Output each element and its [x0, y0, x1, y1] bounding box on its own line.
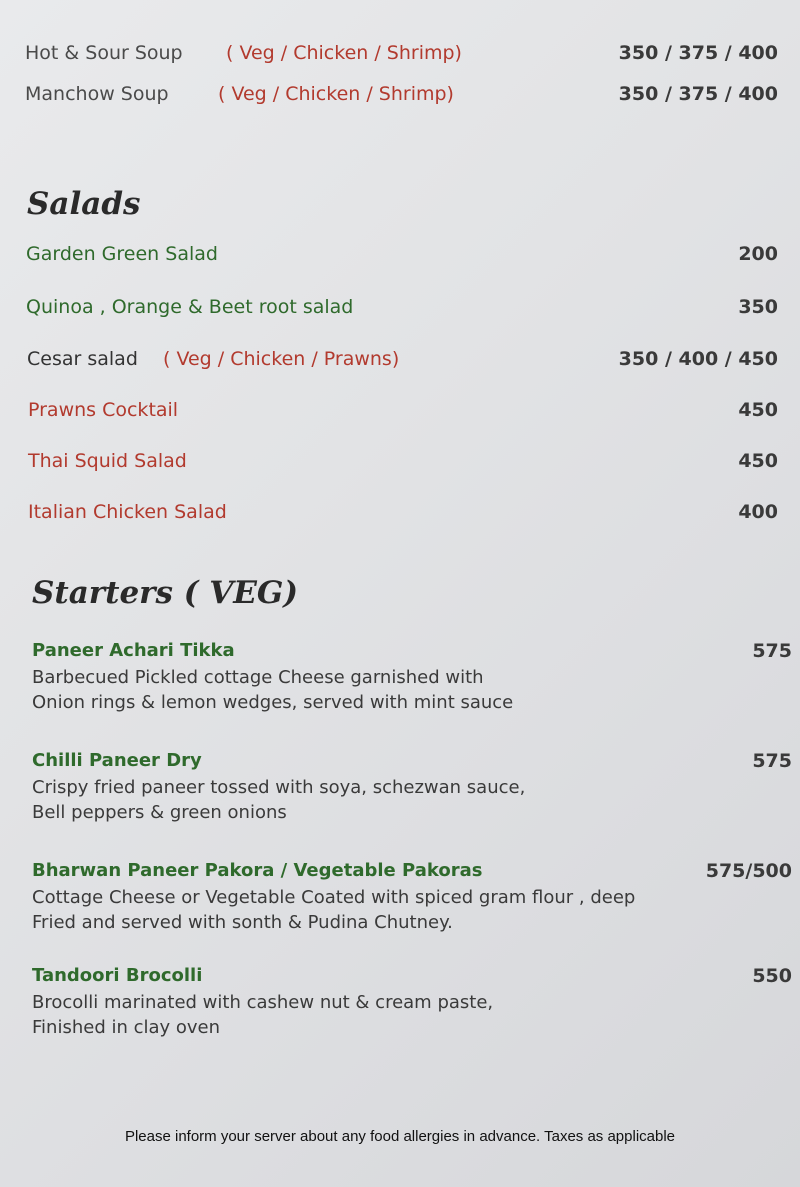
item-price: 350 [738, 296, 778, 318]
item-name: Tandoori Brocolli [32, 965, 203, 986]
item-name: Paneer Achari Tikka [32, 640, 235, 661]
item-name: Cesar salad [27, 348, 138, 370]
menu-item-thai-squid-salad [0, 450, 800, 480]
menu-item-bharwan-paneer-pakora [32, 860, 792, 935]
item-description: Barbecued Pickled cottage Cheese garnished with Onion rings & lemon wedges, served with mint sauce [32, 667, 514, 713]
item-name: Garden Green Salad [26, 243, 218, 265]
menu-item-cesar-salad [0, 348, 800, 378]
item-description: Brocolli marinated with cashew nut & cream paste, Finished in clay oven [32, 992, 494, 1038]
item-price: 575/500 [705, 860, 792, 882]
item-name: Italian Chicken Salad [28, 501, 227, 523]
section-heading-salads: Salads [27, 186, 141, 222]
item-name: Manchow Soup [25, 83, 169, 105]
menu-item-tandoori-brocolli [32, 965, 792, 1040]
menu-item-hot-sour-soup [0, 42, 800, 72]
item-price: 400 [738, 501, 778, 523]
item-name: Hot & Sour Soup [25, 42, 183, 64]
item-description: Cottage Cheese or Vegetable Coated with spiced gram flour , deep Fried and served with sonth & Pudina Chutney. [32, 887, 636, 933]
item-price: 575 [752, 640, 792, 662]
item-name: Chilli Paneer Dry [32, 750, 202, 771]
item-options: ( Veg / Chicken / Shrimp) [218, 83, 454, 105]
section-heading-starters-veg: Starters ( VEG) [32, 575, 299, 611]
menu-item-chilli-paneer-dry [32, 750, 792, 825]
item-price: 350 / 375 / 400 [618, 83, 778, 105]
item-price: 450 [738, 399, 778, 421]
item-name: Thai Squid Salad [28, 450, 187, 472]
item-name: Prawns Cocktail [28, 399, 179, 421]
menu-item-manchow-soup [0, 83, 800, 113]
item-name: Bharwan Paneer Pakora / Vegetable Pakoras [32, 860, 483, 881]
menu-item-paneer-achari-tikka [32, 640, 792, 715]
menu-item-quinoa-salad [0, 296, 800, 326]
menu-item-italian-chicken-salad [0, 501, 800, 531]
item-options: ( Veg / Chicken / Prawns) [163, 348, 400, 370]
item-price: 350 / 400 / 450 [618, 348, 778, 370]
item-price: 350 / 375 / 400 [618, 42, 778, 64]
item-price: 450 [738, 450, 778, 472]
item-price: 550 [752, 965, 792, 987]
item-options: ( Veg / Chicken / Shrimp) [226, 42, 462, 64]
menu-item-garden-green-salad [0, 243, 800, 273]
item-name: Quinoa , Orange & Beet root salad [26, 296, 354, 318]
item-price: 200 [738, 243, 778, 265]
footer-note: Please inform your server about any food allergies in advance. Taxes as applicable [124, 1128, 676, 1145]
menu-item-prawns-cocktail [0, 399, 800, 429]
item-price: 575 [752, 750, 792, 772]
item-description: Crispy fried paneer tossed with soya, schezwan sauce, Bell peppers & green onions [32, 777, 526, 823]
